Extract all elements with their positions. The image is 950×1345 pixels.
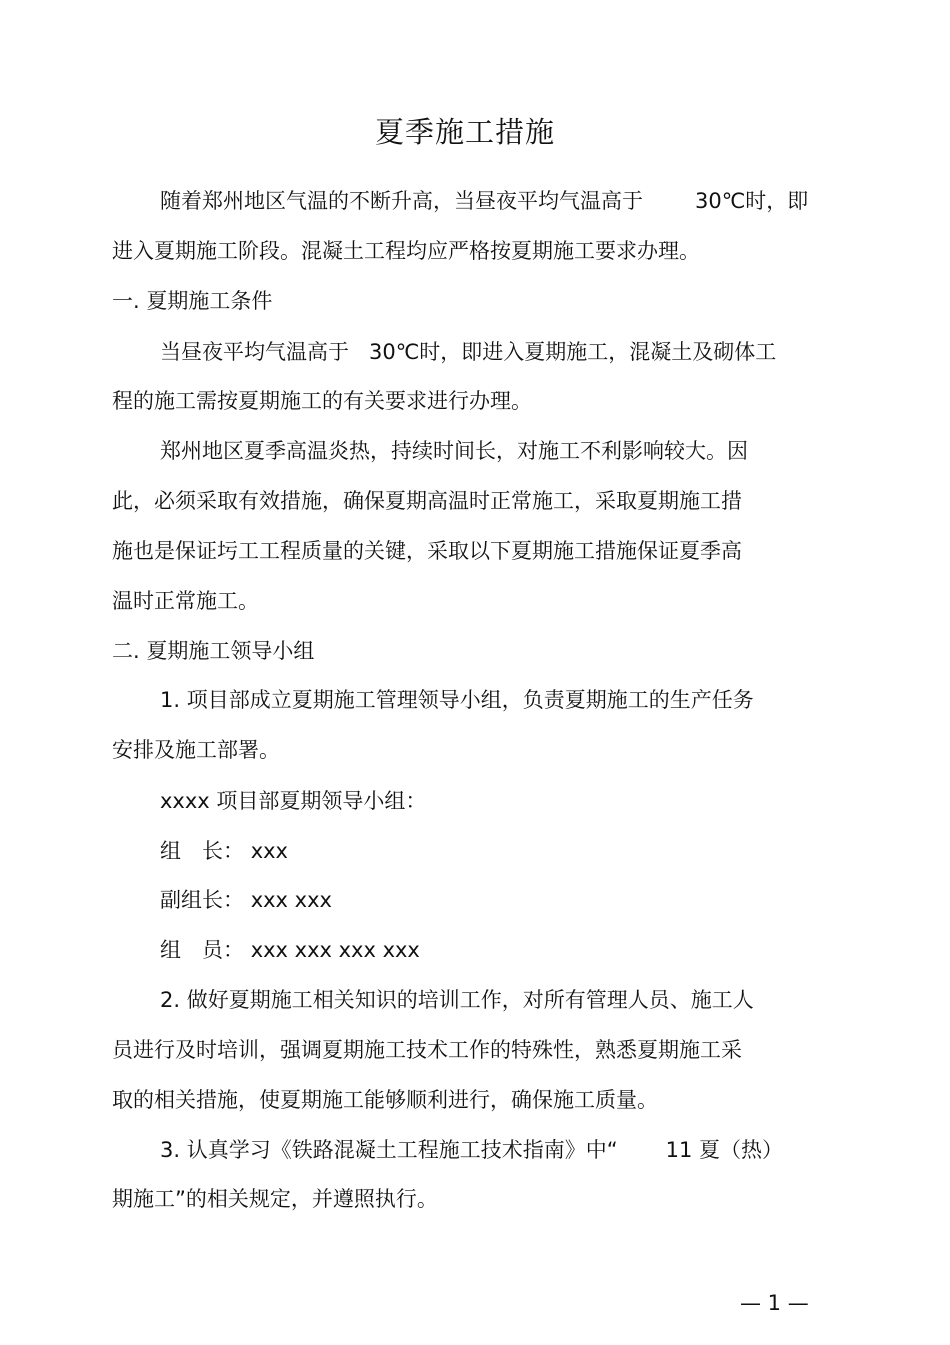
item-1-line-2: 安排及施工部署。 <box>112 738 280 762</box>
paragraph-2-line-2: 程的施工需按夏期施工的有关要求进行办理。 <box>112 389 532 413</box>
group-leader-value: xxx <box>250 839 288 863</box>
item-3-line-1 <box>160 1135 783 1165</box>
item-3-line-2: 期施工”的相关规定，并遵照执行。 <box>112 1187 438 1211</box>
paragraph-2-line-1 <box>160 337 776 367</box>
item-2-line-2: 员进行及时培训，强调夏期施工技术工作的特殊性，熟悉夏期施工采 <box>112 1038 742 1062</box>
paragraph-3-line-2: 此，必须采取有效措施，确保夏期高温时正常施工，采取夏期施工措 <box>112 489 742 513</box>
item-2-line-3: 取的相关措施，使夏期施工能够顺利进行，确保施工质量。 <box>112 1088 658 1112</box>
item-3-text-b: 11 夏（热） <box>665 1138 783 1162</box>
group-deputy-label: 副组长： <box>160 888 244 912</box>
paragraph-1-text-b: 30℃时，即 <box>695 189 809 213</box>
paragraph-3-line-4: 温时正常施工。 <box>112 589 259 613</box>
item-1-line-1: 1. 项目部成立夏期施工管理领导小组，负责夏期施工的生产任务 <box>160 688 754 712</box>
paragraph-2-text-a: 当昼夜平均气温高于 <box>160 340 349 364</box>
paragraph-3-line-3: 施也是保证圬工工程质量的关键，采取以下夏期施工措施保证夏季高 <box>112 539 742 563</box>
document-title: 夏季施工措施 <box>374 115 555 149</box>
section-heading-1: 一. 夏期施工条件 <box>112 289 273 313</box>
group-member-line <box>160 935 420 965</box>
paragraph-3-line-1: 郑州地区夏季高温炎热，持续时间长，对施工不利影响较大。因 <box>160 439 748 463</box>
item-3-text-a: 3. 认真学习《铁路混凝土工程施工技术指南》中“ <box>160 1138 618 1162</box>
item-2-line-1: 2. 做好夏期施工相关知识的培训工作，对所有管理人员、施工人 <box>160 988 754 1012</box>
page-number: — 1 — <box>740 1291 809 1315</box>
paragraph-1-line-2: 进入夏期施工阶段。混凝土工程均应严格按夏期施工要求办理。 <box>112 239 700 263</box>
group-deputy-line <box>160 885 332 915</box>
paragraph-1-line-1 <box>160 186 808 216</box>
section-heading-2: 二. 夏期施工领导小组 <box>112 639 315 663</box>
group-deputy-value: xxx xxx <box>250 888 332 912</box>
group-member-label: 组 员： <box>160 938 244 962</box>
paragraph-2-text-b: 30℃时，即进入夏期施工，混凝土及砌体工 <box>369 340 777 364</box>
group-heading: xxxx 项目部夏期领导小组： <box>160 789 427 813</box>
paragraph-1-text-a: 随着郑州地区气温的不断升高，当昼夜平均气温高于 <box>160 189 643 213</box>
group-member-value: xxx xxx xxx xxx <box>250 938 420 962</box>
group-leader-label: 组 长： <box>160 839 244 863</box>
group-leader-line <box>160 836 288 866</box>
